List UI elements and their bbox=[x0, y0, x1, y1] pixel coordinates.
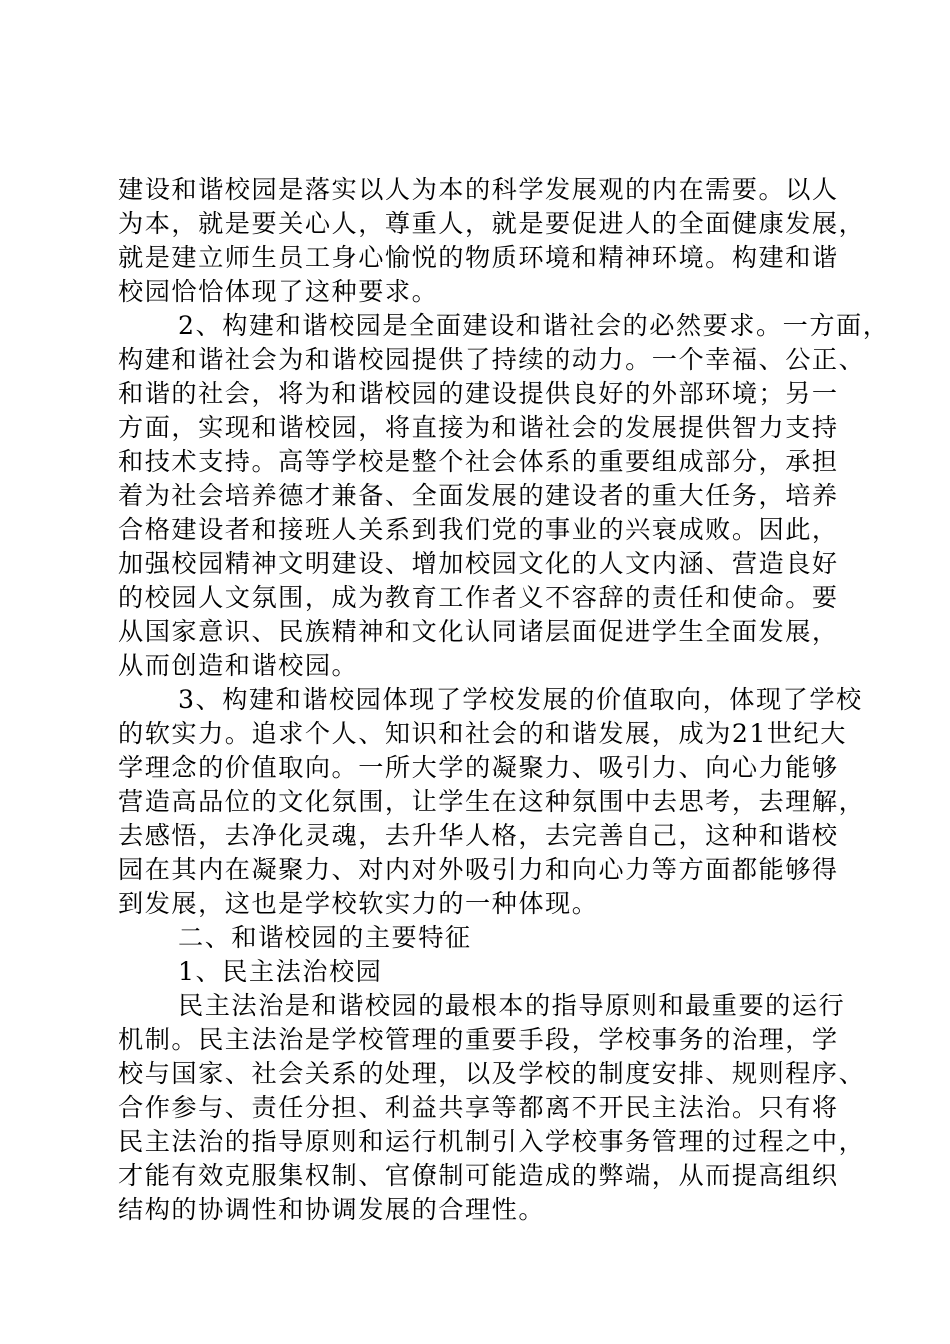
text-line: 到发展，这也是学校软实力的一种体现。 bbox=[118, 889, 599, 918]
text-line: 机制。民主法治是学校管理的重要手段，学校事务的治理，学 bbox=[118, 1025, 839, 1054]
text-line: 构建和谐社会为和谐校园提供了持续的动力。一个幸福、公正、 bbox=[118, 345, 866, 374]
text-line: 民主法治的指导原则和运行机制引入学校事务管理的过程之中， bbox=[118, 1127, 866, 1156]
text-line: 去感悟，去净化灵魂，去升华人格，去完善自己，这种和谐校 bbox=[118, 821, 839, 850]
text-line: 就是建立师生员工身心愉悦的物质环境和精神环境。构建和谐 bbox=[118, 243, 839, 272]
text-line: 建设和谐校园是落实以人为本的科学发展观的内在需要。以人 bbox=[118, 175, 839, 204]
text-line: 着为社会培养德才兼备、全面发展的建设者的重大任务，培养 bbox=[118, 481, 839, 510]
text-line: 从而创造和谐校园。 bbox=[118, 651, 359, 680]
text-line: 的校园人文氛围，成为教育工作者义不容辞的责任和使命。要 bbox=[118, 583, 839, 612]
text-line: 合作参与、责任分担、利益共享等都离不开民主法治。只有将 bbox=[118, 1093, 839, 1122]
text-line: 加强校园精神文明建设、增加校园文化的人文内涵、营造良好 bbox=[118, 549, 839, 578]
text-line: 才能有效克服集权制、官僚制可能造成的弊端，从而提高组织 bbox=[118, 1161, 839, 1190]
text-line: 和技术支持。高等学校是整个社会体系的重要组成部分，承担 bbox=[118, 447, 839, 476]
text-line: 校园恰恰体现了这种要求。 bbox=[118, 277, 439, 306]
text-line: 2、构建和谐校园是全面建设和谐社会的必然要求。一方面， bbox=[178, 311, 890, 340]
text-line: 民主法治是和谐校园的最根本的指导原则和最重要的运行 bbox=[178, 991, 846, 1020]
text-line: 3、构建和谐校园体现了学校发展的价值取向，体现了学校 bbox=[178, 685, 863, 714]
text-line: 和谐的社会，将为和谐校园的建设提供良好的外部环境；另一 bbox=[118, 379, 839, 408]
text-line: 学理念的价值取向。一所大学的凝聚力、吸引力、向心力能够 bbox=[118, 753, 839, 782]
text-line: 营造高品位的文化氛围，让学生在这种氛围中去思考，去理解， bbox=[118, 787, 866, 816]
text-line: 校与国家、社会关系的处理，以及学校的制度安排、规则程序、 bbox=[118, 1059, 866, 1088]
text-line: 方面，实现和谐校园，将直接为和谐社会的发展提供智力支持 bbox=[118, 413, 839, 442]
subsection-heading: 1、民主法治校园 bbox=[178, 957, 383, 986]
text-line: 从国家意识、民族精神和文化认同诸层面促进学生全面发展， bbox=[118, 617, 839, 646]
text-line: 园在其内在凝聚力、对内对外吸引力和向心力等方面都能够得 bbox=[118, 855, 839, 884]
text-line: 为本，就是要关心人，尊重人，就是要促进人的全面健康发展， bbox=[118, 209, 866, 238]
section-heading: 二、和谐校园的主要特征 bbox=[178, 923, 472, 952]
text-line: 结构的协调性和协调发展的合理性。 bbox=[118, 1195, 545, 1224]
text-line: 的软实力。追求个人、知识和社会的和谐发展，成为21世纪大 bbox=[118, 719, 847, 748]
text-line: 合格建设者和接班人关系到我们党的事业的兴衰成败。因此， bbox=[118, 515, 839, 544]
